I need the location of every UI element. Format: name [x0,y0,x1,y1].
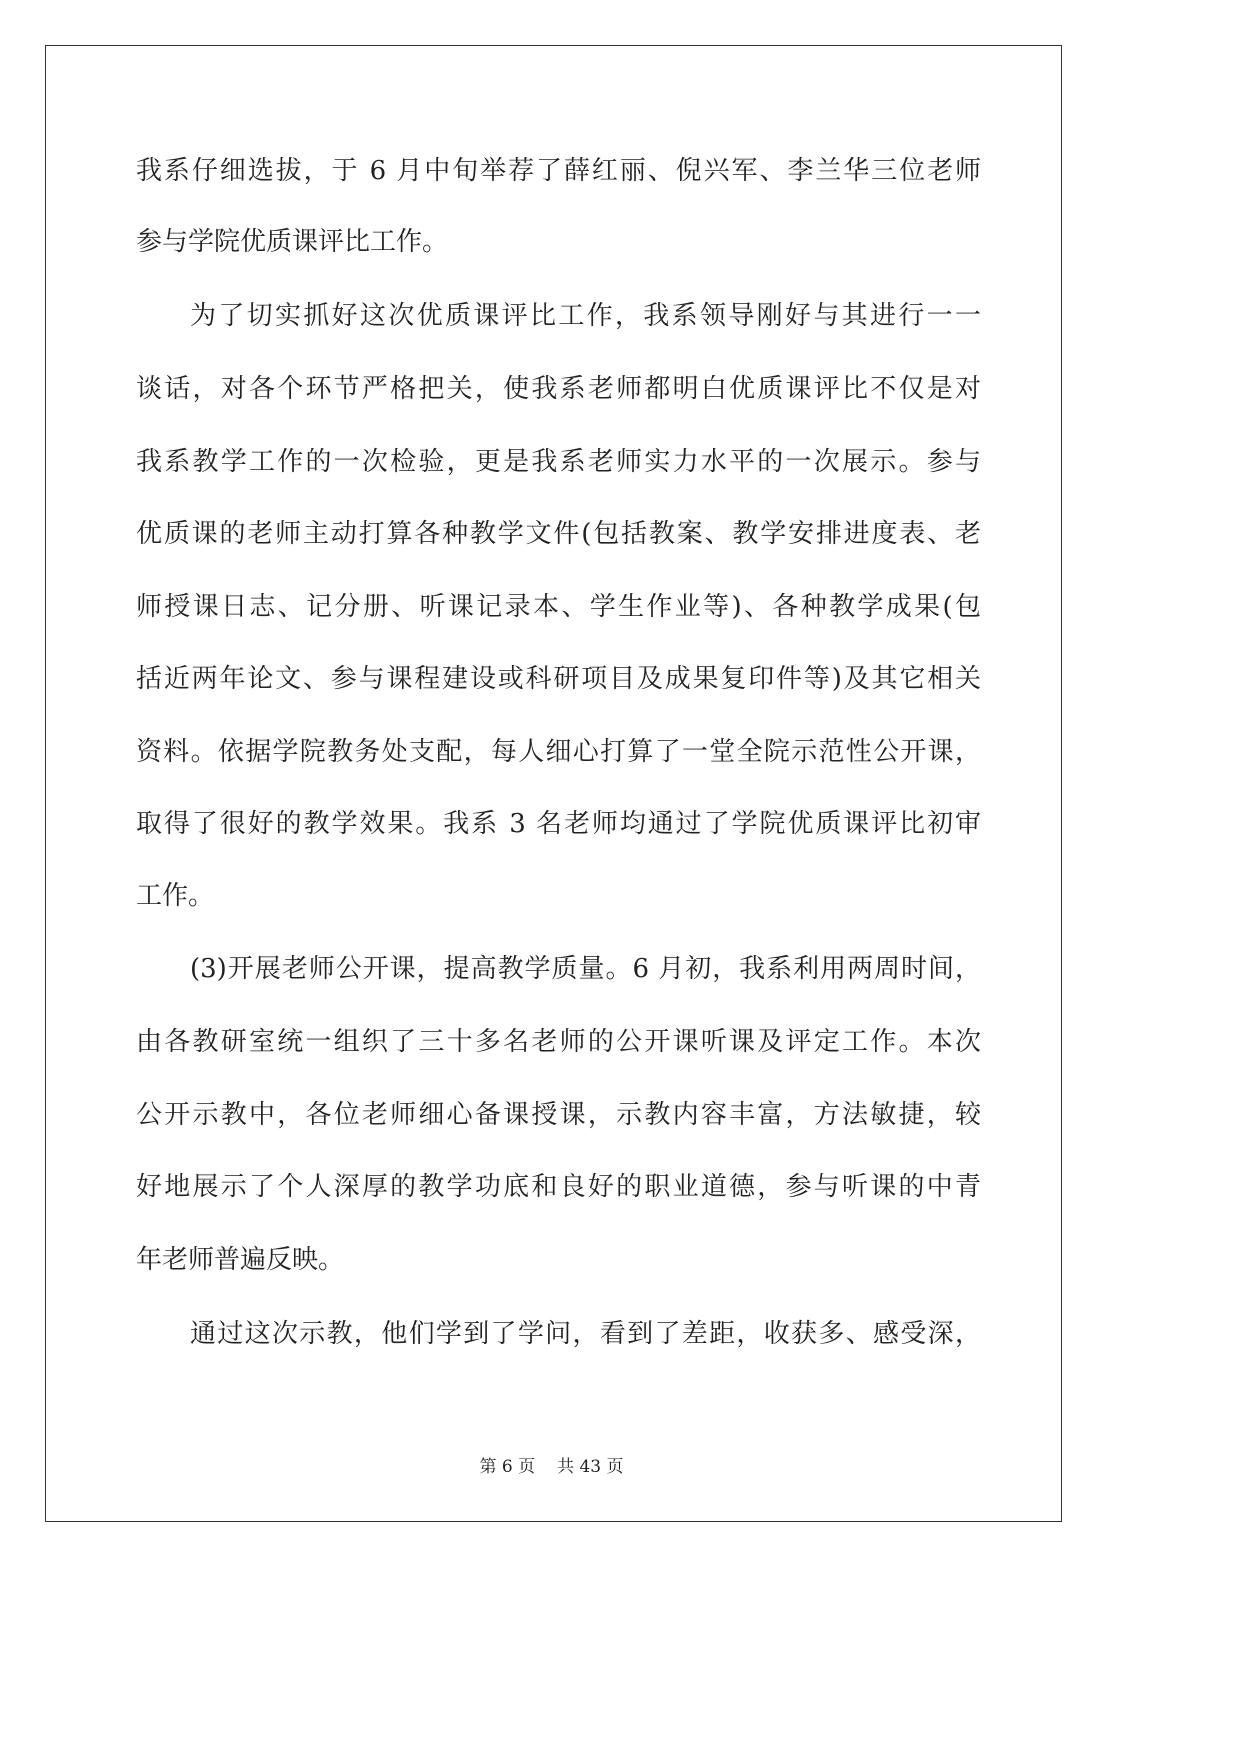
text-line: 年老师普遍反映。 [136,1245,345,1275]
page-total: 共 43 页 [557,1457,624,1477]
text-line: 取得了很好的教学效果。我系 3 名老师均通过了学院优质课评比初审 [136,809,981,839]
text-line: 谈话，对各个环节严格把关，使我系老师都明白优质课评比不仅是对 [136,374,981,404]
page-number: 第 6 页 [479,1457,536,1477]
text-line: 我系仔细选拔，于 6 月中旬举荐了薛红丽、倪兴军、李兰华三位老师 [136,156,981,186]
text-line: 优质课的老师主动打算各种教学文件(包括教案、教学安排进度表、老 [136,519,981,549]
text-line: 工作。 [136,881,215,911]
text-line: 资料。依据学院教务处支配，每人细心打算了一堂全院示范性公开课， [136,737,981,767]
text-line: 为了切实抓好这次优质课评比工作，我系领导刚好与其进行一一 [190,301,981,331]
text-line: 公开示教中，各位老师细心备课授课，示教内容丰富，方法敏捷，较 [136,1100,981,1130]
text-line: 参与学院优质课评比工作。 [136,227,449,257]
text-line: 括近两年论文、参与课程建设或科研项目及成果复印件等)及其它相关 [136,664,981,694]
page-footer [0,1452,1103,1477]
text-line: (3)开展老师公开课，提高教学质量。6 月初，我系利用两周时间， [190,954,981,984]
text-line: 由各教研室统一组织了三十多名老师的公开课听课及评定工作。本次 [136,1027,981,1057]
text-line: 师授课日志、记分册、听课记录本、学生作业等)、各种教学成果(包 [136,592,981,622]
text-line: 通过这次示教，他们学到了学问，看到了差距，收获多、感受深， [190,1319,981,1349]
text-line: 好地展示了个人深厚的教学功底和良好的职业道德，参与听课的中青 [136,1172,981,1202]
text-line: 我系教学工作的一次检验，更是我系老师实力水平的一次展示。参与 [136,447,981,477]
